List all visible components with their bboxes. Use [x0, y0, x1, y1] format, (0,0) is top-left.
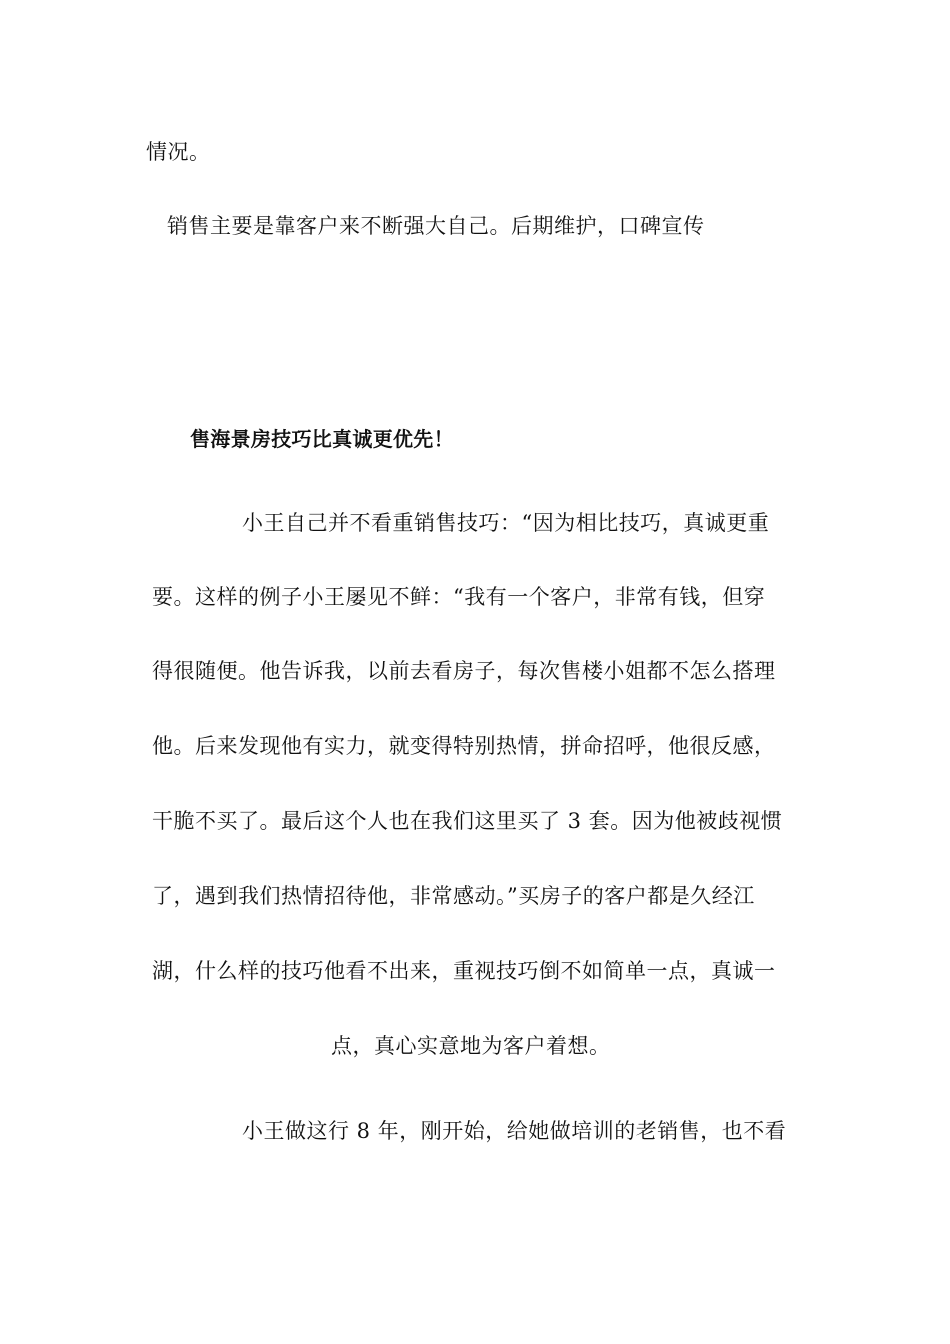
paragraph-line: 小王做这行 8 年，刚开始，给她做培训的老销售，也不看 — [242, 1119, 787, 1143]
paragraph-line: 了，遇到我们热情招待他，非常感动。”买房子的客户都是久经江 — [152, 884, 755, 908]
text-line: 情况。 — [146, 140, 211, 164]
text-line: 销售主要是靠客户来不断强大自己。后期维护，口碑宣传 — [167, 214, 705, 238]
paragraph-line: 小王自己并不看重销售技巧：“因为相比技巧，真诚更重 — [242, 511, 770, 535]
paragraph-line: 点，真心实意地为客户着想。 — [331, 1034, 611, 1058]
paragraph-line: 干脆不买了。最后这个人也在我们这里买了 3 套。因为他被歧视惯 — [152, 809, 783, 833]
paragraph-line: 他。后来发现他有实力，就变得特别热情，拼命招呼，他很反感， — [152, 734, 776, 758]
paragraph-line: 得很随便。他告诉我，以前去看房子，每次售楼小姐都不怎么搭理 — [152, 659, 776, 683]
paragraph-line: 湖，什么样的技巧他看不出来，重视技巧倒不如简单一点，真诚一 — [152, 959, 776, 983]
section-heading: 售海景房技巧比真诚更优先！ — [190, 427, 454, 451]
paragraph-line: 要。这样的例子小王屡见不鲜：“我有一个客户，非常有钱，但穿 — [152, 585, 766, 609]
